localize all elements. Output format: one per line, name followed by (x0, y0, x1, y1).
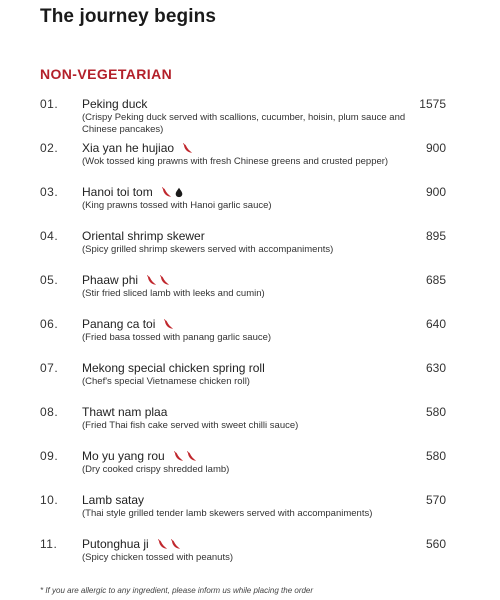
page-title: The journey begins (40, 6, 216, 27)
item-price: 895 (425, 229, 446, 243)
item-name (82, 317, 176, 333)
item-description: (Stir fried sliced lamb with leeks and cumin) (82, 288, 265, 299)
item-name (82, 493, 144, 507)
menu-item (0, 185, 500, 229)
item-name-text: Panang ca toi (82, 317, 156, 331)
chili-icon (146, 275, 157, 289)
item-price: 685 (425, 273, 446, 287)
item-description: (Spicy grilled shrimp skewers served with accompaniments) (82, 244, 334, 255)
item-price: 570 (425, 493, 446, 507)
menu-item (0, 449, 500, 493)
item-number: 08. (40, 405, 59, 419)
item-number: 05. (40, 273, 59, 287)
item-name-text: Thawt nam plaa (82, 405, 168, 419)
item-name-text: Peking duck (82, 97, 148, 111)
menu-item (0, 405, 500, 449)
menu-list (0, 97, 500, 581)
chili-icon (170, 539, 181, 553)
chili-icon (173, 451, 184, 465)
item-name (82, 97, 147, 111)
item-description: (Wok tossed king prawns with fresh Chinese greens and crusted pepper) (82, 156, 389, 167)
item-price: 630 (425, 361, 446, 375)
item-price: 900 (425, 141, 446, 155)
item-description: (Fried basa tossed with panang garlic sauce) (82, 332, 272, 343)
item-name-text: Xia yan he hujiao (82, 141, 175, 155)
item-name (82, 185, 186, 201)
section-heading: NON-VEGETARIAN (40, 66, 173, 82)
item-name-text: Putonghua ji (82, 537, 149, 551)
chili-icon (157, 539, 168, 553)
menu-item (0, 317, 500, 361)
menu-item (0, 361, 500, 405)
item-name (82, 273, 172, 289)
spice-icons (157, 539, 183, 553)
spice-icons (163, 319, 176, 333)
item-name-text: Phaaw phi (82, 273, 139, 287)
item-number: 10. (40, 493, 59, 507)
menu-item (0, 273, 500, 317)
spice-icons (161, 187, 186, 201)
item-price: 560 (425, 537, 446, 551)
item-number: 06. (40, 317, 59, 331)
item-name (82, 229, 205, 243)
allergy-footnote: * If you are allergic to any ingredient, please inform us while placing the order (40, 586, 314, 595)
spice-icons (173, 451, 199, 465)
chili-icon (182, 143, 193, 157)
item-price: 900 (425, 185, 446, 199)
item-number: 09. (40, 449, 59, 463)
item-number: 02. (40, 141, 59, 155)
item-price: 580 (425, 449, 446, 463)
menu-item (0, 141, 500, 185)
item-name (82, 537, 183, 553)
item-name-text: Lamb satay (82, 493, 145, 507)
menu-item (0, 229, 500, 273)
chili-icon (161, 187, 172, 201)
item-name-text: Mekong special chicken spring roll (82, 361, 265, 375)
item-number: 03. (40, 185, 59, 199)
item-name-text: Mo yu yang rou (82, 449, 165, 463)
item-name (82, 405, 167, 419)
item-description: (Dry cooked crispy shredded lamb) (82, 464, 230, 475)
menu-item (0, 493, 500, 537)
item-name-text: Hanoi toi tom (82, 185, 153, 199)
item-description: (Fried Thai fish cake served with sweet chilli sauce) (82, 420, 299, 431)
item-number: 11. (40, 537, 58, 551)
item-name (82, 141, 195, 157)
item-name-text: Oriental shrimp skewer (82, 229, 205, 243)
item-name (82, 361, 265, 375)
item-number: 01. (40, 97, 59, 111)
item-price: 1575 (419, 97, 446, 111)
chili-icon (163, 319, 174, 333)
chili-icon (186, 451, 197, 465)
item-number: 04. (40, 229, 59, 243)
item-price: 640 (425, 317, 446, 331)
menu-item (0, 537, 500, 581)
item-description: (King prawns tossed with Hanoi garlic sauce) (82, 200, 272, 211)
item-name (82, 449, 199, 465)
item-description: (Chef's special Vietnamese chicken roll) (82, 376, 250, 387)
chili-icon (159, 275, 170, 289)
spice-icons (146, 275, 172, 289)
item-description: (Crispy Peking duck served with scallions, cucumber, hoisin, plum sauce and Chinese pancakes) (82, 112, 406, 135)
item-number: 07. (40, 361, 59, 375)
menu-item (0, 97, 500, 141)
drop-icon (174, 187, 184, 201)
item-description: (Spicy chicken tossed with peanuts) (82, 552, 234, 563)
item-description: (Thai style grilled tender lamb skewers served with accompaniments) (82, 508, 373, 519)
spice-icons (182, 143, 195, 157)
item-price: 580 (425, 405, 446, 419)
